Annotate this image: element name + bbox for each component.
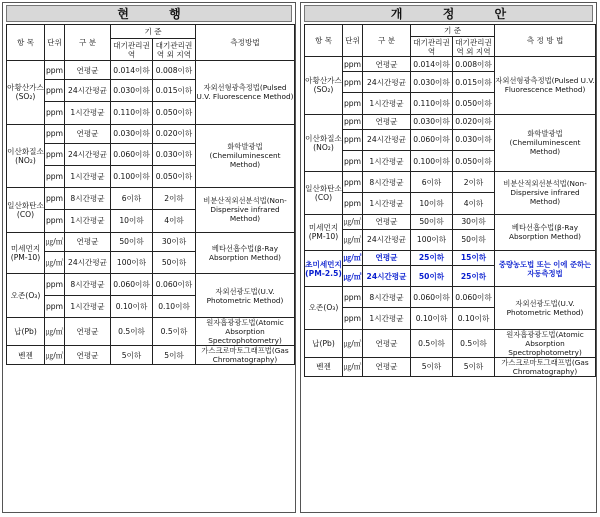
pollutant-name: 미세먼지(PM-10) xyxy=(305,214,343,250)
unit-cell: ppm xyxy=(45,273,65,295)
table-row xyxy=(305,57,596,72)
standard-general-cell: 0.5이하 xyxy=(411,329,453,357)
standard-other-cell: 0.015이하 xyxy=(453,72,495,93)
table-row xyxy=(7,346,295,365)
revision-panel-title: 개 정 안 xyxy=(304,5,593,22)
unit-cell: ppm xyxy=(45,102,65,124)
standard-general-cell: 25이하 xyxy=(411,250,453,265)
standard-other-cell: 15이하 xyxy=(453,250,495,265)
pollutant-name: 이산화질소(NO₂) xyxy=(305,114,343,172)
category-cell: 연평균 xyxy=(363,57,411,72)
unit-cell: ppm xyxy=(343,129,363,150)
unit-cell: ㎍/㎥ xyxy=(45,232,65,251)
category-cell: 24시간평균 xyxy=(363,72,411,93)
standard-other-cell: 0.5이하 xyxy=(453,329,495,357)
category-cell: 8시간평균 xyxy=(65,188,111,210)
category-cell: 1시간평균 xyxy=(363,150,411,171)
unit-cell: ppm xyxy=(343,287,363,308)
current-table-body xyxy=(7,61,295,365)
category-cell: 24시간평균 xyxy=(363,129,411,150)
unit-cell: ppm xyxy=(343,114,363,129)
category-cell: 1시간평균 xyxy=(65,296,111,318)
standard-general-cell: 0.030이하 xyxy=(411,114,453,129)
standard-general-cell: 0.060이하 xyxy=(411,129,453,150)
header-method: 측 정 방 법 xyxy=(495,25,596,57)
standard-general-cell: 100이하 xyxy=(411,229,453,250)
header-general: 대기관리권역 xyxy=(411,37,453,57)
measurement-method: 화학발광법(Chemiluminescent Method) xyxy=(196,124,295,188)
measurement-method: 화학발광법(Chemiluminescent Method) xyxy=(495,114,596,172)
table-row xyxy=(7,232,295,251)
standard-other-cell: 4이하 xyxy=(153,210,196,232)
standard-general-cell: 5이하 xyxy=(111,346,153,365)
table-row xyxy=(7,273,295,295)
table-row xyxy=(305,287,596,308)
standard-general-cell: 10이하 xyxy=(411,193,453,214)
standard-general-cell: 10이하 xyxy=(111,210,153,232)
standard-other-cell: 30이하 xyxy=(453,214,495,229)
header-unit: 단위 xyxy=(343,25,363,57)
standard-general-cell: 0.060이하 xyxy=(111,143,153,165)
category-cell: 8시간평균 xyxy=(363,287,411,308)
header-other: 대기관리권역 외 지역 xyxy=(453,37,495,57)
header-standard: 기 준 xyxy=(111,25,196,39)
table-row xyxy=(7,318,295,346)
standard-general-cell: 0.014이하 xyxy=(111,61,153,80)
standard-other-cell: 0.008이하 xyxy=(153,61,196,80)
category-cell: 연평균 xyxy=(65,61,111,80)
standard-general-cell: 6이하 xyxy=(111,188,153,210)
unit-cell: ppm xyxy=(45,296,65,318)
standard-general-cell: 0.10이하 xyxy=(111,296,153,318)
header-item: 항 목 xyxy=(305,25,343,57)
measurement-method: 비분산적외선분석법(Non-Dispersive infrared Method) xyxy=(196,188,295,232)
standard-other-cell: 5이하 xyxy=(453,357,495,376)
table-row xyxy=(305,114,596,129)
category-cell: 24시간평균 xyxy=(65,251,111,273)
standard-other-cell: 0.060이하 xyxy=(453,287,495,308)
measurement-method: 원자흡광광도법(Atomic Absorption Spectrophotometry) xyxy=(196,318,295,346)
unit-cell: ㎍/㎥ xyxy=(343,250,363,265)
unit-cell: ppm xyxy=(45,210,65,232)
unit-cell: ㎍/㎥ xyxy=(343,229,363,250)
pollutant-name: 일산화탄소(CO) xyxy=(305,172,343,214)
standard-other-cell: 0.10이하 xyxy=(453,308,495,329)
pollutant-name: 벤젠 xyxy=(7,346,45,365)
unit-cell: ppm xyxy=(343,57,363,72)
pollutant-name: 벤젠 xyxy=(305,357,343,376)
standard-general-cell: 50이하 xyxy=(411,266,453,287)
header-method: 측정방법 xyxy=(196,25,295,61)
table-row xyxy=(305,357,596,376)
standard-other-cell: 0.060이하 xyxy=(153,273,196,295)
category-cell: 1시간평균 xyxy=(65,210,111,232)
standard-general-cell: 0.100이하 xyxy=(411,150,453,171)
unit-cell: ppm xyxy=(343,308,363,329)
standard-other-cell: 50이하 xyxy=(153,251,196,273)
standard-other-cell: 4이하 xyxy=(453,193,495,214)
measurement-method: 자외선광도법(U.V. Photometric Method) xyxy=(196,273,295,317)
measurement-method: 가스크로마토그래프법(Gas Chromatography) xyxy=(495,357,596,376)
pollutant-name: 오존(O₃) xyxy=(7,273,45,317)
standard-other-cell: 0.015이하 xyxy=(153,80,196,102)
category-cell: 연평균 xyxy=(363,114,411,129)
category-cell: 24시간평균 xyxy=(65,143,111,165)
pollutant-name: 아황산가스(SO₂) xyxy=(7,61,45,125)
pollutant-name: 일산화탄소(CO) xyxy=(7,188,45,232)
unit-cell: ㎍/㎥ xyxy=(343,214,363,229)
unit-cell: ppm xyxy=(45,124,65,143)
standard-general-cell: 0.110이하 xyxy=(111,102,153,124)
revision-standards-table xyxy=(304,24,596,377)
unit-cell: ㎍/㎥ xyxy=(343,266,363,287)
measurement-method: 자외선형광측정법(Pulsed U.V. Fluorescence Method) xyxy=(495,57,596,115)
unit-cell: ㎍/㎥ xyxy=(343,329,363,357)
standard-other-cell: 0.050이하 xyxy=(453,150,495,171)
standard-other-cell: 0.030이하 xyxy=(453,129,495,150)
category-cell: 1시간평균 xyxy=(65,102,111,124)
standard-general-cell: 0.5이하 xyxy=(111,318,153,346)
category-cell: 연평균 xyxy=(65,232,111,251)
pollutant-name: 납(Pb) xyxy=(7,318,45,346)
pollutant-name: 아황산가스(SO₂) xyxy=(305,57,343,115)
category-cell: 연평균 xyxy=(363,250,411,265)
category-cell: 1시간평균 xyxy=(363,308,411,329)
category-cell: 연평균 xyxy=(363,214,411,229)
standard-general-cell: 50이하 xyxy=(111,232,153,251)
category-cell: 연평균 xyxy=(363,329,411,357)
revision-panel xyxy=(300,2,597,513)
unit-cell: ppm xyxy=(45,143,65,165)
unit-cell: ppm xyxy=(45,80,65,102)
pollutant-name: 이산화질소(NO₂) xyxy=(7,124,45,188)
measurement-method: 베타선흡수법(β-Ray Absorption Method) xyxy=(495,214,596,250)
unit-cell: ㎍/㎥ xyxy=(45,346,65,365)
standard-other-cell: 0.050이하 xyxy=(153,165,196,187)
category-cell: 연평균 xyxy=(65,318,111,346)
header-unit: 단위 xyxy=(45,25,65,61)
table-row xyxy=(305,214,596,229)
table-row xyxy=(305,250,596,265)
measurement-method: 가스크로마토그래프법(Gas Chromatography) xyxy=(196,346,295,365)
category-cell: 24시간평균 xyxy=(363,229,411,250)
standard-general-cell: 0.060이하 xyxy=(111,273,153,295)
standard-general-cell: 0.110이하 xyxy=(411,93,453,114)
unit-cell: ppm xyxy=(45,165,65,187)
current-panel xyxy=(2,2,296,513)
unit-cell: ㎍/㎥ xyxy=(45,251,65,273)
unit-cell: ppm xyxy=(343,93,363,114)
standard-general-cell: 0.10이하 xyxy=(411,308,453,329)
standard-general-cell: 0.030이하 xyxy=(411,72,453,93)
standard-other-cell: 5이하 xyxy=(153,346,196,365)
standard-general-cell: 50이하 xyxy=(411,214,453,229)
standard-other-cell: 0.020이하 xyxy=(453,114,495,129)
unit-cell: ppm xyxy=(45,61,65,80)
measurement-method: 중량농도법 또는 이에 준하는 자동측정법 xyxy=(495,250,596,286)
standard-other-cell: 2이하 xyxy=(453,172,495,193)
standard-general-cell: 0.030이하 xyxy=(111,80,153,102)
category-cell: 연평균 xyxy=(363,357,411,376)
standard-general-cell: 5이하 xyxy=(411,357,453,376)
unit-cell: ㎍/㎥ xyxy=(45,318,65,346)
standard-other-cell: 50이하 xyxy=(453,229,495,250)
standard-other-cell: 0.5이하 xyxy=(153,318,196,346)
category-cell: 8시간평균 xyxy=(65,273,111,295)
current-panel-title: 현 행 xyxy=(6,5,292,22)
unit-cell: ppm xyxy=(343,72,363,93)
header-standard: 기 준 xyxy=(411,25,495,37)
standard-other-cell: 0.008이하 xyxy=(453,57,495,72)
category-cell: 8시간평균 xyxy=(363,172,411,193)
measurement-method: 원자흡광광도법(Atomic Absorption Spectrophotometry) xyxy=(495,329,596,357)
table-row xyxy=(7,61,295,80)
standard-other-cell: 2이하 xyxy=(153,188,196,210)
current-standards-table xyxy=(6,24,295,365)
standard-other-cell: 0.10이하 xyxy=(153,296,196,318)
unit-cell: ㎍/㎥ xyxy=(343,357,363,376)
measurement-method: 베타선흡수법(β-Ray Absorption Method) xyxy=(196,232,295,273)
pollutant-name: 미세먼지(PM-10) xyxy=(7,232,45,273)
category-cell: 연평균 xyxy=(65,346,111,365)
table-row xyxy=(7,124,295,143)
header-general: 대기관리권역 xyxy=(111,39,153,61)
standard-other-cell: 25이하 xyxy=(453,266,495,287)
standard-other-cell: 0.030이하 xyxy=(153,143,196,165)
category-cell: 1시간평균 xyxy=(65,165,111,187)
category-cell: 1시간평균 xyxy=(363,93,411,114)
standard-general-cell: 100이하 xyxy=(111,251,153,273)
unit-cell: ppm xyxy=(343,193,363,214)
standard-general-cell: 6이하 xyxy=(411,172,453,193)
standard-other-cell: 0.050이하 xyxy=(153,102,196,124)
pollutant-name: 오존(O₃) xyxy=(305,287,343,329)
table-row xyxy=(7,188,295,210)
header-category: 구 분 xyxy=(363,25,411,57)
category-cell: 1시간평균 xyxy=(363,193,411,214)
standard-general-cell: 0.060이하 xyxy=(411,287,453,308)
pollutant-name: 납(Pb) xyxy=(305,329,343,357)
revision-table-body xyxy=(305,57,596,377)
unit-cell: ppm xyxy=(343,172,363,193)
standard-other-cell: 0.020이하 xyxy=(153,124,196,143)
measurement-method: 자외선광도법(U.V. Photometric Method) xyxy=(495,287,596,329)
unit-cell: ppm xyxy=(343,150,363,171)
pollutant-name: 초미세먼지(PM-2.5) xyxy=(305,250,343,286)
measurement-method: 자외선형광측정법(Pulsed U.V. Fluorescence Method) xyxy=(196,61,295,125)
category-cell: 연평균 xyxy=(65,124,111,143)
standard-general-cell: 0.014이하 xyxy=(411,57,453,72)
category-cell: 24시간평균 xyxy=(65,80,111,102)
standard-general-cell: 0.030이하 xyxy=(111,124,153,143)
table-row xyxy=(305,172,596,193)
standard-general-cell: 0.100이하 xyxy=(111,165,153,187)
standard-other-cell: 0.050이하 xyxy=(453,93,495,114)
measurement-method: 비분산적외선분석법(Non-Dispersive infrared Method) xyxy=(495,172,596,214)
standard-other-cell: 30이하 xyxy=(153,232,196,251)
header-item: 항 목 xyxy=(7,25,45,61)
header-other: 대기관리권역 외 지역 xyxy=(153,39,196,61)
table-row xyxy=(305,329,596,357)
unit-cell: ppm xyxy=(45,188,65,210)
header-category: 구 분 xyxy=(65,25,111,61)
category-cell: 24시간평균 xyxy=(363,266,411,287)
